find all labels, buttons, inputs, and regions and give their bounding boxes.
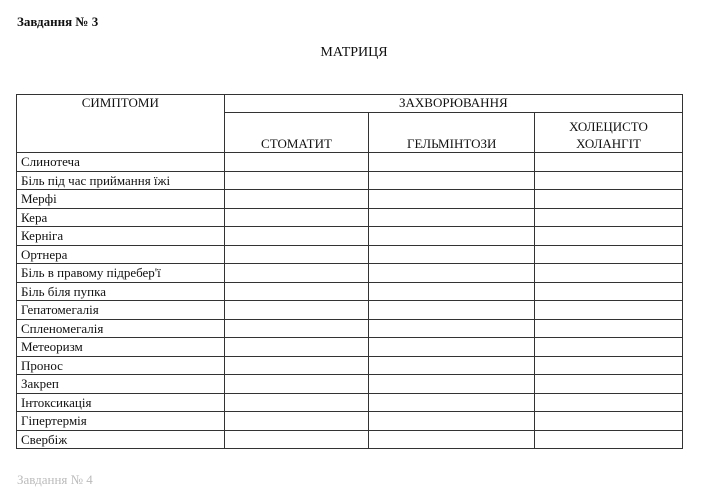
matrix-cell[interactable] [369,171,535,190]
matrix-cell[interactable] [535,245,683,264]
table-row [17,245,683,264]
matrix-cell[interactable] [535,282,683,301]
matrix-cell[interactable] [224,375,369,394]
table-row [17,208,683,227]
symptom-cell: Закреп [17,375,225,394]
symptom-cell: Інтоксикація [17,393,225,412]
table-row [17,227,683,246]
matrix-cell[interactable] [369,245,535,264]
matrix-cell[interactable] [535,338,683,357]
disease-header-stomatitis [224,113,369,153]
table-row [17,153,683,172]
matrix-cell[interactable] [369,412,535,431]
table-row [17,430,683,449]
matrix-cell[interactable] [535,208,683,227]
matrix-cell[interactable] [224,393,369,412]
matrix-cell[interactable] [535,190,683,209]
matrix-cell[interactable] [224,282,369,301]
matrix-cell[interactable] [369,319,535,338]
table-row [17,171,683,190]
symptom-cell: Мерфі [17,190,225,209]
symptom-cell: Кера [17,208,225,227]
symptom-cell: Керніга [17,227,225,246]
matrix-cell[interactable] [369,430,535,449]
next-task-title-partial: Завдання № 4 [17,472,93,487]
table-row [17,264,683,283]
matrix-cell[interactable] [535,430,683,449]
matrix-cell[interactable] [224,430,369,449]
matrix-cell[interactable] [369,338,535,357]
symptom-cell: Біль під час приймання їжі [17,171,225,190]
table-row [17,190,683,209]
symptom-cell: Слинотеча [17,153,225,172]
matrix-cell[interactable] [224,190,369,209]
matrix-cell[interactable] [369,356,535,375]
table-row [17,393,683,412]
matrix-cell[interactable] [369,190,535,209]
matrix-body [17,153,683,449]
matrix-cell[interactable] [224,356,369,375]
matrix-cell[interactable] [224,319,369,338]
matrix-cell[interactable] [535,319,683,338]
table-row [17,301,683,320]
symptom-cell: Метеоризм [17,338,225,357]
matrix-cell[interactable] [369,282,535,301]
matrix-cell[interactable] [224,264,369,283]
table-row [17,412,683,431]
symptom-cell: Біль в правому підребер'ї [17,264,225,283]
matrix-cell[interactable] [224,171,369,190]
matrix-cell[interactable] [369,227,535,246]
matrix-cell[interactable] [224,412,369,431]
symptom-cell: Гіпертермія [17,412,225,431]
table-row [17,282,683,301]
symptom-cell: Біль біля пупка [17,282,225,301]
disease-header-helminthiasis [369,113,535,153]
matrix-cell[interactable] [369,375,535,394]
symptom-cell: Гепатомегалія [17,301,225,320]
disease-label-line2: СТОМАТИТ [261,136,332,151]
symptom-disease-matrix [16,94,683,449]
table-row [17,319,683,338]
symptom-cell: Свербіж [17,430,225,449]
disease-label-line2: ХОЛАНГІТ [576,136,641,151]
symptoms-header: СИМПТОМИ [17,95,225,153]
symptom-cell: Спленомегалія [17,319,225,338]
matrix-cell[interactable] [535,301,683,320]
matrix-cell[interactable] [535,356,683,375]
table-row [17,356,683,375]
task-title: Завдання № 3 [17,14,99,29]
matrix-cell[interactable] [369,153,535,172]
symptom-cell: Ортнера [17,245,225,264]
disease-label-line1: ХОЛЕЦИСТО [569,119,648,134]
diseases-header: ЗАХВОРЮВАННЯ [224,95,682,113]
matrix-title: МАТРИЦЯ [320,45,388,60]
matrix-cell[interactable] [535,227,683,246]
table-row [17,375,683,394]
matrix-cell[interactable] [224,245,369,264]
matrix-cell[interactable] [224,227,369,246]
matrix-cell[interactable] [369,393,535,412]
matrix-cell[interactable] [224,208,369,227]
matrix-cell[interactable] [535,171,683,190]
table-row [17,338,683,357]
matrix-cell[interactable] [535,264,683,283]
matrix-cell[interactable] [369,264,535,283]
symptom-cell: Пронос [17,356,225,375]
matrix-cell[interactable] [224,153,369,172]
matrix-cell[interactable] [535,153,683,172]
matrix-cell[interactable] [535,375,683,394]
matrix-cell[interactable] [369,208,535,227]
matrix-cell[interactable] [224,301,369,320]
matrix-cell[interactable] [535,412,683,431]
matrix-cell[interactable] [535,393,683,412]
matrix-cell[interactable] [369,301,535,320]
matrix-cell[interactable] [224,338,369,357]
disease-header-cholecystocholangitis [535,113,683,153]
disease-label-line2: ГЕЛЬМІНТОЗИ [407,136,497,151]
